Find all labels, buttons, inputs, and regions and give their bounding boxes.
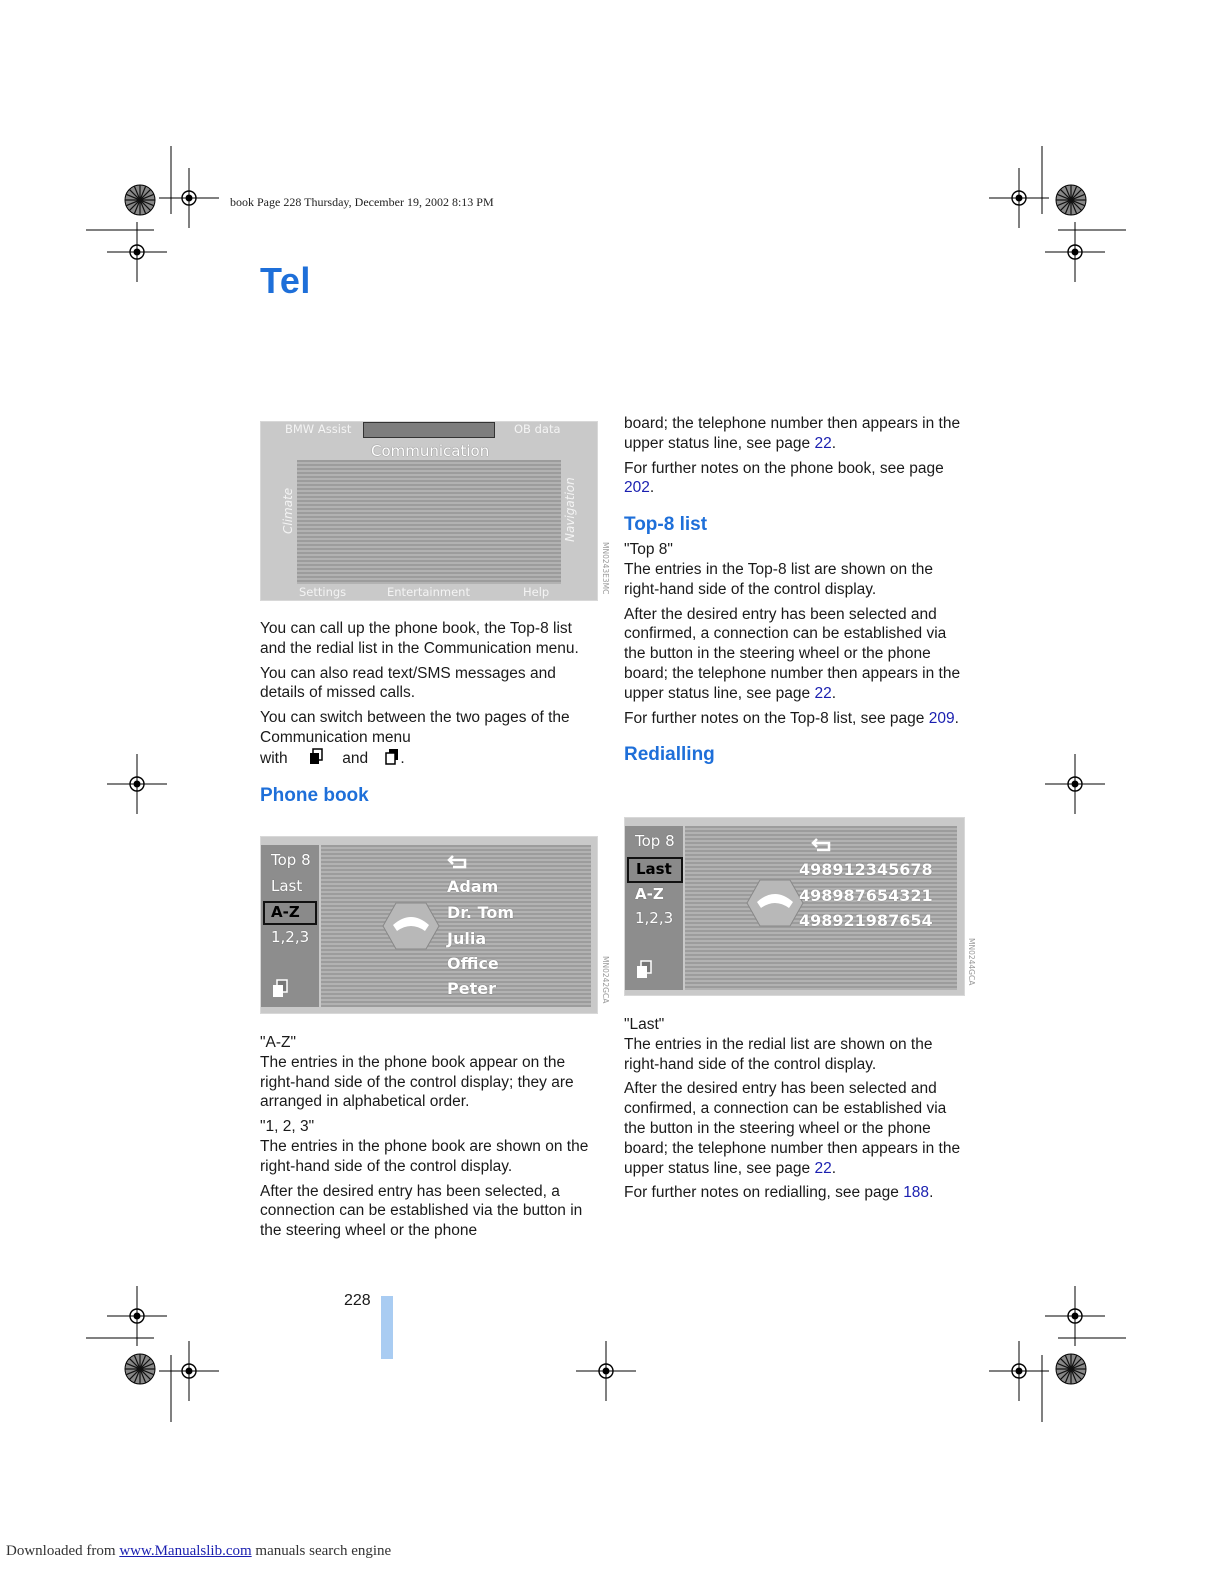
right-column <box>624 414 964 774</box>
menu-last: Last <box>271 877 303 895</box>
sms-paragraph: You can also read text/SMS messages and details of missed calls. <box>260 664 556 702</box>
image-code: MN0244GCA <box>967 938 976 986</box>
page-link-22[interactable]: 22 <box>814 434 832 452</box>
top8-heading: Top-8 list <box>624 514 708 536</box>
image-code: MN0242GCA <box>601 956 610 1004</box>
last-paragraph: The entries in the redial list are shown on the right-hand side of the control display. <box>624 1035 933 1073</box>
top8-paragraph: The entries in the Top-8 list are shown on the right-hand side of the control display. <box>624 560 934 598</box>
az-paragraph: The entries in the phone book appear on the right-hand side of the control display; they are arranged in alphabetical order. <box>260 1053 574 1111</box>
entry-dr-tom: Dr. Tom <box>447 903 514 922</box>
period: . <box>831 1159 837 1177</box>
phone-book-notes-text: For further notes on the phone book, see page <box>624 459 944 477</box>
footer-suffix: manuals search engine <box>255 1543 392 1559</box>
menu-panel <box>261 845 319 1007</box>
period: . <box>954 709 959 727</box>
period: . <box>649 479 655 497</box>
intro-paragraph: You can call up the phone book, the Top-8 list and the redial list in the Communication menu. <box>260 620 579 657</box>
settings-label: Settings <box>299 585 347 599</box>
phone-handset-icon <box>745 878 805 928</box>
screen-display-area <box>297 460 561 584</box>
last-after-paragraph <box>624 1079 964 1178</box>
manualslib-link[interactable]: www.Manualslib.com <box>119 1543 252 1559</box>
menu-az: A-Z <box>271 903 300 921</box>
page-link-209[interactable]: 209 <box>928 709 955 727</box>
phone-book-notes-paragraph <box>624 459 964 499</box>
period: . <box>831 434 837 452</box>
back-arrow-icon <box>811 836 833 852</box>
menu-123: 1,2,3 <box>635 909 674 927</box>
continuation-paragraph <box>624 414 964 454</box>
switch-pages-paragraph <box>260 708 600 768</box>
page-link-22[interactable]: 22 <box>814 684 832 702</box>
phone-book-screen <box>260 836 598 1014</box>
phone-book-heading: Phone book <box>260 784 369 806</box>
redialling-heading: Redialling <box>624 744 715 766</box>
print-header-line: book Page 228 Thursday, December 19, 2002 8:13 PM <box>230 195 494 209</box>
top8-notes-paragraph <box>624 709 964 729</box>
page-switch-icon <box>308 748 324 766</box>
entry-adam: Adam <box>447 877 499 896</box>
back-arrow-icon <box>447 853 469 869</box>
menu-top8: Top 8 <box>635 832 675 850</box>
page-number: 228 <box>344 1292 371 1309</box>
left-column <box>260 619 600 815</box>
entertainment-label: Entertainment <box>387 585 470 599</box>
phone-handset-icon <box>381 901 441 951</box>
page-title: Tel <box>260 260 311 301</box>
communication-menu-screen <box>260 421 598 601</box>
status-bar-box <box>363 422 495 438</box>
redial-number-1: 498912345678 <box>799 860 933 879</box>
ob-data-label: OB data <box>514 422 561 436</box>
menu-az: A-Z <box>635 885 664 903</box>
page-link-22[interactable]: 22 <box>814 1159 832 1177</box>
menu-last: Last <box>636 860 672 878</box>
menu-panel <box>625 826 683 990</box>
climate-label: Climate <box>281 487 295 534</box>
bmw-assist-label: BMW Assist <box>285 422 352 436</box>
page-tab-bar <box>381 1296 393 1359</box>
entry-office: Office <box>447 954 499 973</box>
menu-top8: Top 8 <box>271 851 311 869</box>
continuation-text: board; the telephone number then appears in the upper status line, see page <box>624 415 961 452</box>
page-switch-back-icon <box>384 748 400 766</box>
top8-label: "Top 8" <box>624 541 673 559</box>
numeric-paragraph: The entries in the phone book are shown on the right-hand side of the control display. <box>260 1137 589 1175</box>
entry-julia: Julia <box>447 929 487 948</box>
download-footer <box>6 1543 391 1560</box>
page-switch-icon <box>271 979 289 999</box>
last-label: "Last" <box>624 1016 665 1033</box>
image-code: MN0243E3MC <box>601 542 610 595</box>
az-label: "A-Z" <box>260 1034 296 1051</box>
footer-prefix: Downloaded from <box>6 1543 116 1559</box>
switch-with-text: with <box>260 749 288 767</box>
switch-period: . <box>400 749 405 767</box>
entry-peter: Peter <box>447 979 496 998</box>
period: . <box>831 684 837 702</box>
right-column-lower <box>624 1015 964 1208</box>
redial-notes-paragraph <box>624 1183 964 1203</box>
top8-after-paragraph <box>624 605 964 704</box>
top8-after-text: After the desired entry has been selected and confirmed, a connection can be established via the button in the steering wheel or the phone board; the telephone number then appears in the upper status line, see page <box>624 605 961 702</box>
after-selection-paragraph: After the desired entry has been selected, a connection can be established via the button in the steering wheel or the phone <box>260 1182 583 1240</box>
period: . <box>929 1184 934 1202</box>
numeric-label: "1, 2, 3" <box>260 1118 315 1136</box>
last-after-text: After the desired entry has been selected and confirmed, a connection can be established via the button in the steering wheel or the phone board; the telephone number then appears in the upper status line, see page <box>624 1080 961 1177</box>
left-column-lower <box>260 1033 600 1246</box>
redial-number-3: 498921987654 <box>799 911 933 930</box>
page-switch-icon <box>635 960 653 980</box>
navigation-label: Navigation <box>563 477 577 542</box>
page-link-188[interactable]: 188 <box>903 1184 930 1202</box>
redial-notes-text: For further notes on redialling, see page <box>624 1184 899 1202</box>
menu-123: 1,2,3 <box>271 928 310 946</box>
page-link-202[interactable]: 202 <box>624 479 650 497</box>
communication-label: Communication <box>371 442 490 460</box>
top8-notes-text: For further notes on the Top-8 list, see page <box>624 709 925 727</box>
switch-and-text: and <box>342 749 369 767</box>
help-label: Help <box>523 585 550 599</box>
redial-number-2: 498987654321 <box>799 886 933 905</box>
switch-pages-text: You can switch between the two pages of the Communication menu <box>260 709 570 746</box>
redial-screen <box>624 817 965 996</box>
